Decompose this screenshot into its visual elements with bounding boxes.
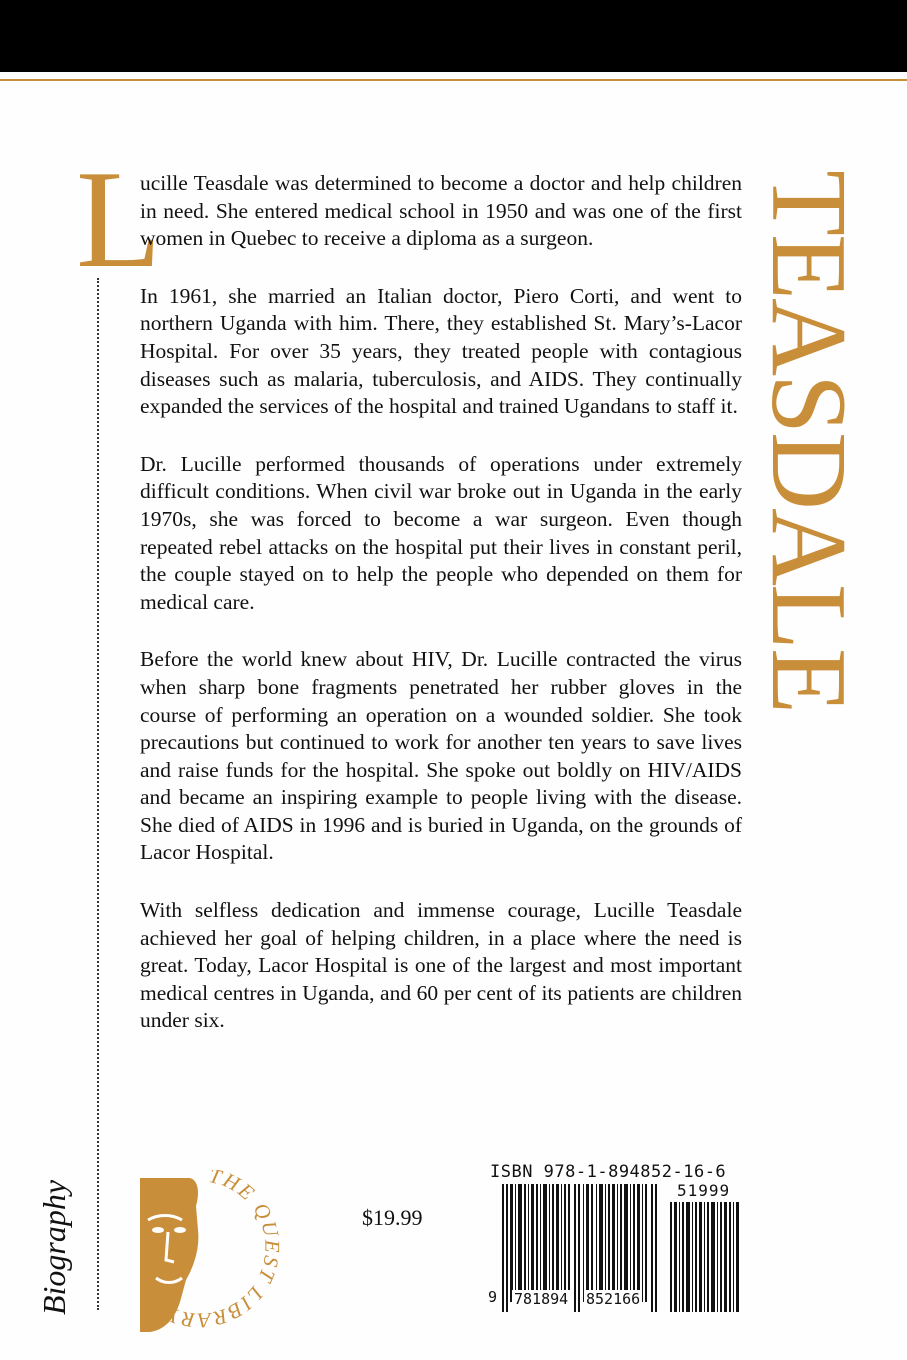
- ean-right-digits: 852166: [586, 1290, 641, 1308]
- price-barcode: [670, 1202, 740, 1312]
- barcode-block: [480, 1162, 750, 1332]
- spine-title: TEASDALE: [749, 170, 868, 712]
- quest-library-logo-icon: [128, 1170, 288, 1340]
- category-label: Biography: [36, 1179, 72, 1315]
- drop-cap: L: [76, 142, 162, 297]
- gold-rule: [0, 79, 907, 81]
- quest-library-logo: [128, 1170, 288, 1340]
- price: $19.99: [362, 1205, 423, 1230]
- isbn-number: ISBN 978-1-894852-16-6: [490, 1162, 727, 1182]
- logo-text: THE QUEST LIBRARY: [161, 1170, 285, 1333]
- paragraph-4: Before the world knew about HIV, Dr. Lucille contracted the virus when sharp bone fragments penetrated her rubber gloves in the course of performing an operation on a wounded soldier. She took precautions but continued to work for another ten years to save lives and raise funds for the hospital. She spoke out boldly on HIV/AIDS and became an inspiring example to people living with the disease. She died of AIDS in 1996 and is buried in Uganda, on the grounds of Lacor Hospital.: [140, 647, 742, 865]
- spine-title-wrapper: [749, 170, 868, 712]
- dotted-divider: [97, 278, 99, 1310]
- category-label-wrapper: [30, 1179, 78, 1315]
- paragraph-3: Dr. Lucille performed thousands of operations under extremely difficult conditions. When civil war broke out in Uganda in the early 1970s, she was forced to become a war surgeon. Even though repeated rebel attacks on the hospital put their lives in constant peril, the couple stayed on to help the people who depended on them for medical care.: [140, 451, 742, 614]
- paragraph-1: ucille Teasdale was determined to become a doctor and help children in need. She entered medical school in 1950 and was one of the first women in Quebec to receive a diploma as a surgeon.: [140, 171, 742, 251]
- ean-first-digit: 9: [488, 1288, 498, 1306]
- blurb-text: [140, 170, 742, 1065]
- price-code: 51999: [677, 1181, 731, 1200]
- ean-left-digits: 781894: [514, 1290, 569, 1308]
- paragraph-5: With selfless dedication and immense courage, Lucille Teasdale achieved her goal of helping children, in a place where the need is great. Today, Lacor Hospital is one of the largest and most important medical centres in Uganda, and 60 per cent of its patients are children under six.: [140, 898, 742, 1033]
- paragraph-2: In 1961, she married an Italian doctor, Piero Corti, and went to northern Uganda with him. There, they established St. Mary’s-Lacor Hospital. For over 35 years, they treated people with contagious diseases such as malaria, tuberculosis, and AIDS. They continually expanded the services of the hospital and trained Ugandans to staff it.: [140, 283, 742, 419]
- top-black-band: [0, 0, 907, 72]
